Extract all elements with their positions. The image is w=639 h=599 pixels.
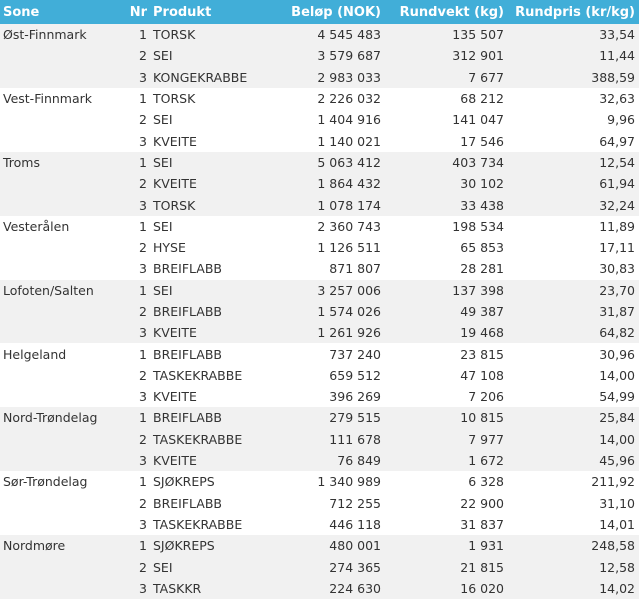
cell-produkt: SEI	[153, 218, 173, 234]
cell-rundvekt: 31 837	[460, 516, 504, 532]
cell-sone	[0, 578, 125, 599]
cell-produkt: SEI	[153, 112, 173, 128]
cell-rundvekt: 68 212	[460, 91, 504, 107]
cell-belop: 5 063 412	[317, 154, 381, 170]
cell-sone: Lofoten/Salten	[3, 282, 94, 298]
cell-belop: 76 849	[337, 453, 381, 469]
table-row	[0, 258, 639, 279]
cell-produkt: KONGEKRABBE	[153, 69, 248, 85]
cell-rundpris: 30,83	[599, 261, 635, 277]
cell-produkt: SEI	[153, 154, 173, 170]
cell-sone	[0, 109, 125, 130]
cell-sone	[0, 173, 125, 194]
cell-rundvekt: 135 507	[452, 27, 504, 43]
cell-rundvekt: 47 108	[460, 367, 504, 383]
cell-rundvekt: 137 398	[452, 282, 504, 298]
table-row	[0, 450, 639, 471]
cell-produkt: KVEITE	[153, 453, 197, 469]
cell-rundvekt: 7 977	[468, 431, 504, 447]
cell-produkt: BREIFLABB	[153, 304, 222, 319]
table-row	[0, 216, 639, 237]
cell-rundvekt: 22 900	[460, 495, 504, 511]
cell-rundpris: 32,63	[599, 91, 635, 107]
cell-rundpris: 388,59	[591, 69, 635, 85]
cell-belop: 2 983 033	[317, 69, 381, 85]
cell-produkt: KVEITE	[153, 176, 197, 192]
table-row	[0, 45, 639, 66]
cell-nr: 2	[139, 112, 147, 128]
cell-belop: 3 579 687	[317, 48, 381, 64]
cell-produkt: TASKEKRABBE	[153, 367, 243, 383]
cell-sone: Troms	[3, 154, 40, 170]
table-row	[0, 365, 639, 386]
header-belop[interactable]: Beløp (NOK)	[291, 4, 381, 20]
cell-rundpris: 12,58	[599, 559, 635, 575]
cell-nr: 3	[139, 133, 147, 149]
cell-nr: 3	[139, 453, 147, 469]
cell-nr: 1	[139, 474, 147, 490]
cell-rundvekt: 1 931	[468, 538, 504, 554]
cell-rundpris: 54,99	[599, 389, 635, 405]
cell-belop: 446 118	[329, 516, 381, 532]
cell-rundvekt: 23 815	[460, 346, 504, 362]
cell-sone	[0, 130, 125, 151]
cell-rundvekt: 17 546	[460, 133, 504, 149]
cell-sone	[0, 237, 125, 258]
cell-rundpris: 14,00	[599, 431, 635, 447]
cell-sone	[0, 45, 125, 66]
cell-belop: 1 140 021	[317, 133, 381, 149]
header-row	[0, 0, 639, 24]
cell-belop: 2 360 743	[317, 218, 381, 234]
cell-sone: Sør-Trøndelag	[3, 474, 88, 490]
cell-rundpris: 32,24	[599, 197, 635, 213]
cell-produkt: BREIFLABB	[153, 410, 222, 426]
cell-rundpris: 11,44	[599, 48, 635, 64]
table-row	[0, 556, 639, 577]
table-row	[0, 280, 639, 301]
cell-rundpris: 11,89	[599, 218, 635, 234]
cell-belop: 224 630	[329, 580, 381, 596]
cell-sone	[0, 556, 125, 577]
cell-belop: 1 864 432	[317, 176, 381, 192]
cell-rundvekt: 21 815	[460, 559, 504, 575]
cell-belop: 1 261 926	[317, 325, 381, 341]
cell-produkt: TASKEKRABBE	[153, 431, 243, 447]
cell-rundpris: 211,92	[591, 474, 635, 490]
table-row	[0, 173, 639, 194]
cell-belop: 274 365	[329, 559, 381, 575]
cell-rundpris: 23,70	[599, 282, 635, 298]
cell-nr: 3	[139, 261, 147, 277]
cell-produkt: TORSK	[153, 91, 196, 107]
cell-nr: 2	[139, 495, 147, 511]
cell-belop: 659 512	[329, 367, 381, 383]
cell-nr: 1	[139, 410, 147, 426]
cell-produkt: SJØKREPS	[153, 538, 215, 554]
cell-produkt: TORSK	[153, 197, 196, 213]
cell-nr: 2	[139, 304, 147, 319]
cell-rundpris: 25,84	[599, 410, 635, 426]
cell-nr: 2	[139, 48, 147, 64]
cell-sone	[0, 365, 125, 386]
header-rundpris[interactable]: Rundpris (kr/kg)	[515, 4, 635, 20]
cell-produkt: SJØKREPS	[153, 474, 215, 490]
cell-nr: 3	[139, 389, 147, 405]
cell-belop: 111 678	[329, 431, 381, 447]
cell-produkt: BREIFLABB	[153, 495, 222, 511]
cell-rundvekt: 312 901	[452, 48, 504, 64]
cell-rundpris: 14,00	[599, 367, 635, 383]
cell-belop: 279 515	[329, 410, 381, 426]
cell-belop: 480 001	[329, 538, 381, 554]
cell-produkt: SEI	[153, 282, 173, 298]
header-nr[interactable]: Nr	[129, 4, 147, 20]
cell-nr: 3	[139, 325, 147, 341]
cell-belop: 871 807	[329, 261, 381, 277]
table-row	[0, 386, 639, 407]
cell-belop: 4 545 483	[317, 27, 381, 43]
table-row	[0, 67, 639, 88]
cell-sone	[0, 514, 125, 535]
cell-rundvekt: 30 102	[460, 176, 504, 192]
header-sone[interactable]: Sone	[3, 4, 40, 20]
table-row	[0, 301, 639, 322]
cell-produkt: KVEITE	[153, 389, 197, 405]
cell-rundpris: 64,82	[599, 325, 635, 341]
table-row	[0, 152, 639, 173]
cell-sone: Vest-Finnmark	[3, 91, 93, 107]
cell-rundvekt: 65 853	[460, 240, 504, 256]
cell-rundvekt: 16 020	[460, 580, 504, 596]
cell-belop: 3 257 006	[317, 282, 381, 298]
cell-rundvekt: 10 815	[460, 410, 504, 426]
cell-produkt: SEI	[153, 48, 173, 64]
cell-rundpris: 33,54	[599, 27, 635, 43]
table-row	[0, 407, 639, 428]
cell-belop: 712 255	[329, 495, 381, 511]
table-row	[0, 88, 639, 109]
cell-sone	[0, 67, 125, 88]
cell-belop: 1 574 026	[317, 304, 381, 319]
table-row	[0, 237, 639, 258]
cell-sone: Øst-Finnmark	[3, 27, 87, 43]
cell-rundpris: 14,02	[599, 580, 635, 596]
cell-nr: 2	[139, 176, 147, 192]
cell-sone	[0, 429, 125, 450]
cell-rundpris: 31,10	[599, 495, 635, 511]
cell-rundvekt: 1 672	[468, 453, 504, 469]
table-row	[0, 535, 639, 556]
cell-rundvekt: 141 047	[452, 112, 504, 128]
cell-sone	[0, 450, 125, 471]
cell-rundvekt: 19 468	[460, 325, 504, 341]
cell-nr: 3	[139, 516, 147, 532]
table-header	[0, 0, 639, 24]
header-rundvekt[interactable]: Rundvekt (kg)	[399, 4, 504, 20]
cell-rundvekt: 403 734	[452, 154, 504, 170]
table-row	[0, 343, 639, 364]
cell-nr: 1	[139, 27, 147, 43]
cell-nr: 2	[139, 367, 147, 383]
cell-produkt: KVEITE	[153, 133, 197, 149]
cell-produkt: TASKEKRABBE	[153, 516, 243, 532]
cell-nr: 2	[139, 559, 147, 575]
cell-rundvekt: 7 206	[468, 389, 504, 405]
cell-nr: 1	[139, 282, 147, 298]
cell-sone: Nord-Trøndelag	[3, 410, 98, 426]
cell-nr: 1	[139, 538, 147, 554]
table-row	[0, 322, 639, 343]
cell-rundpris: 61,94	[599, 176, 635, 192]
cell-rundvekt: 33 438	[460, 197, 504, 213]
cell-rundpris: 45,96	[599, 453, 635, 469]
cell-belop: 1 078 174	[317, 197, 381, 213]
cell-produkt: BREIFLABB	[153, 346, 222, 362]
table-row	[0, 194, 639, 215]
cell-nr: 2	[139, 431, 147, 447]
cell-nr: 1	[139, 218, 147, 234]
cell-produkt: KVEITE	[153, 325, 197, 341]
cell-nr: 3	[139, 69, 147, 85]
cell-nr: 1	[139, 346, 147, 362]
cell-belop: 1 404 916	[317, 112, 381, 128]
table-row	[0, 24, 639, 45]
cell-rundvekt: 49 387	[460, 304, 504, 319]
cell-sone	[0, 386, 125, 407]
cell-sone: Vesterålen	[3, 218, 70, 234]
cell-belop: 2 226 032	[317, 91, 381, 107]
cell-rundvekt: 6 328	[468, 474, 504, 490]
cell-belop: 396 269	[329, 389, 381, 405]
cell-rundvekt: 198 534	[452, 218, 504, 234]
cell-rundpris: 17,11	[599, 240, 635, 256]
cell-nr: 2	[139, 240, 147, 256]
cell-produkt: TORSK	[153, 27, 196, 43]
cell-belop: 737 240	[329, 346, 381, 362]
cell-nr: 3	[139, 197, 147, 213]
cell-sone	[0, 258, 125, 279]
table-row	[0, 429, 639, 450]
cell-rundpris: 64,97	[599, 133, 635, 149]
cell-sone	[0, 322, 125, 343]
cell-rundpris: 248,58	[591, 538, 635, 554]
cell-rundpris: 31,87	[599, 304, 635, 319]
cell-belop: 1 126 511	[317, 240, 381, 256]
cell-nr: 1	[139, 91, 147, 107]
table-body	[0, 24, 639, 599]
table-row	[0, 493, 639, 514]
cell-rundvekt: 7 677	[468, 69, 504, 85]
header-produkt[interactable]: Produkt	[153, 4, 212, 20]
cell-nr: 1	[139, 154, 147, 170]
cell-sone	[0, 493, 125, 514]
table-row	[0, 471, 639, 492]
cell-nr: 3	[139, 580, 147, 596]
cell-sone: Nordmøre	[3, 538, 66, 554]
table-row	[0, 109, 639, 130]
cell-sone	[0, 194, 125, 215]
cell-rundpris: 14,01	[599, 516, 635, 532]
cell-rundpris: 30,96	[599, 346, 635, 362]
cell-rundpris: 12,54	[599, 154, 635, 170]
cell-rundpris: 9,96	[607, 112, 635, 128]
cell-produkt: TASKKR	[153, 580, 202, 596]
cell-produkt: BREIFLABB	[153, 261, 222, 277]
table-row	[0, 578, 639, 599]
cell-produkt: HYSE	[153, 240, 186, 256]
cell-rundvekt: 28 281	[460, 261, 504, 277]
cell-produkt: SEI	[153, 559, 173, 575]
cell-sone: Helgeland	[3, 346, 67, 362]
cell-sone	[0, 301, 125, 322]
table-row	[0, 514, 639, 535]
cell-belop: 1 340 989	[317, 474, 381, 490]
table-row	[0, 130, 639, 151]
